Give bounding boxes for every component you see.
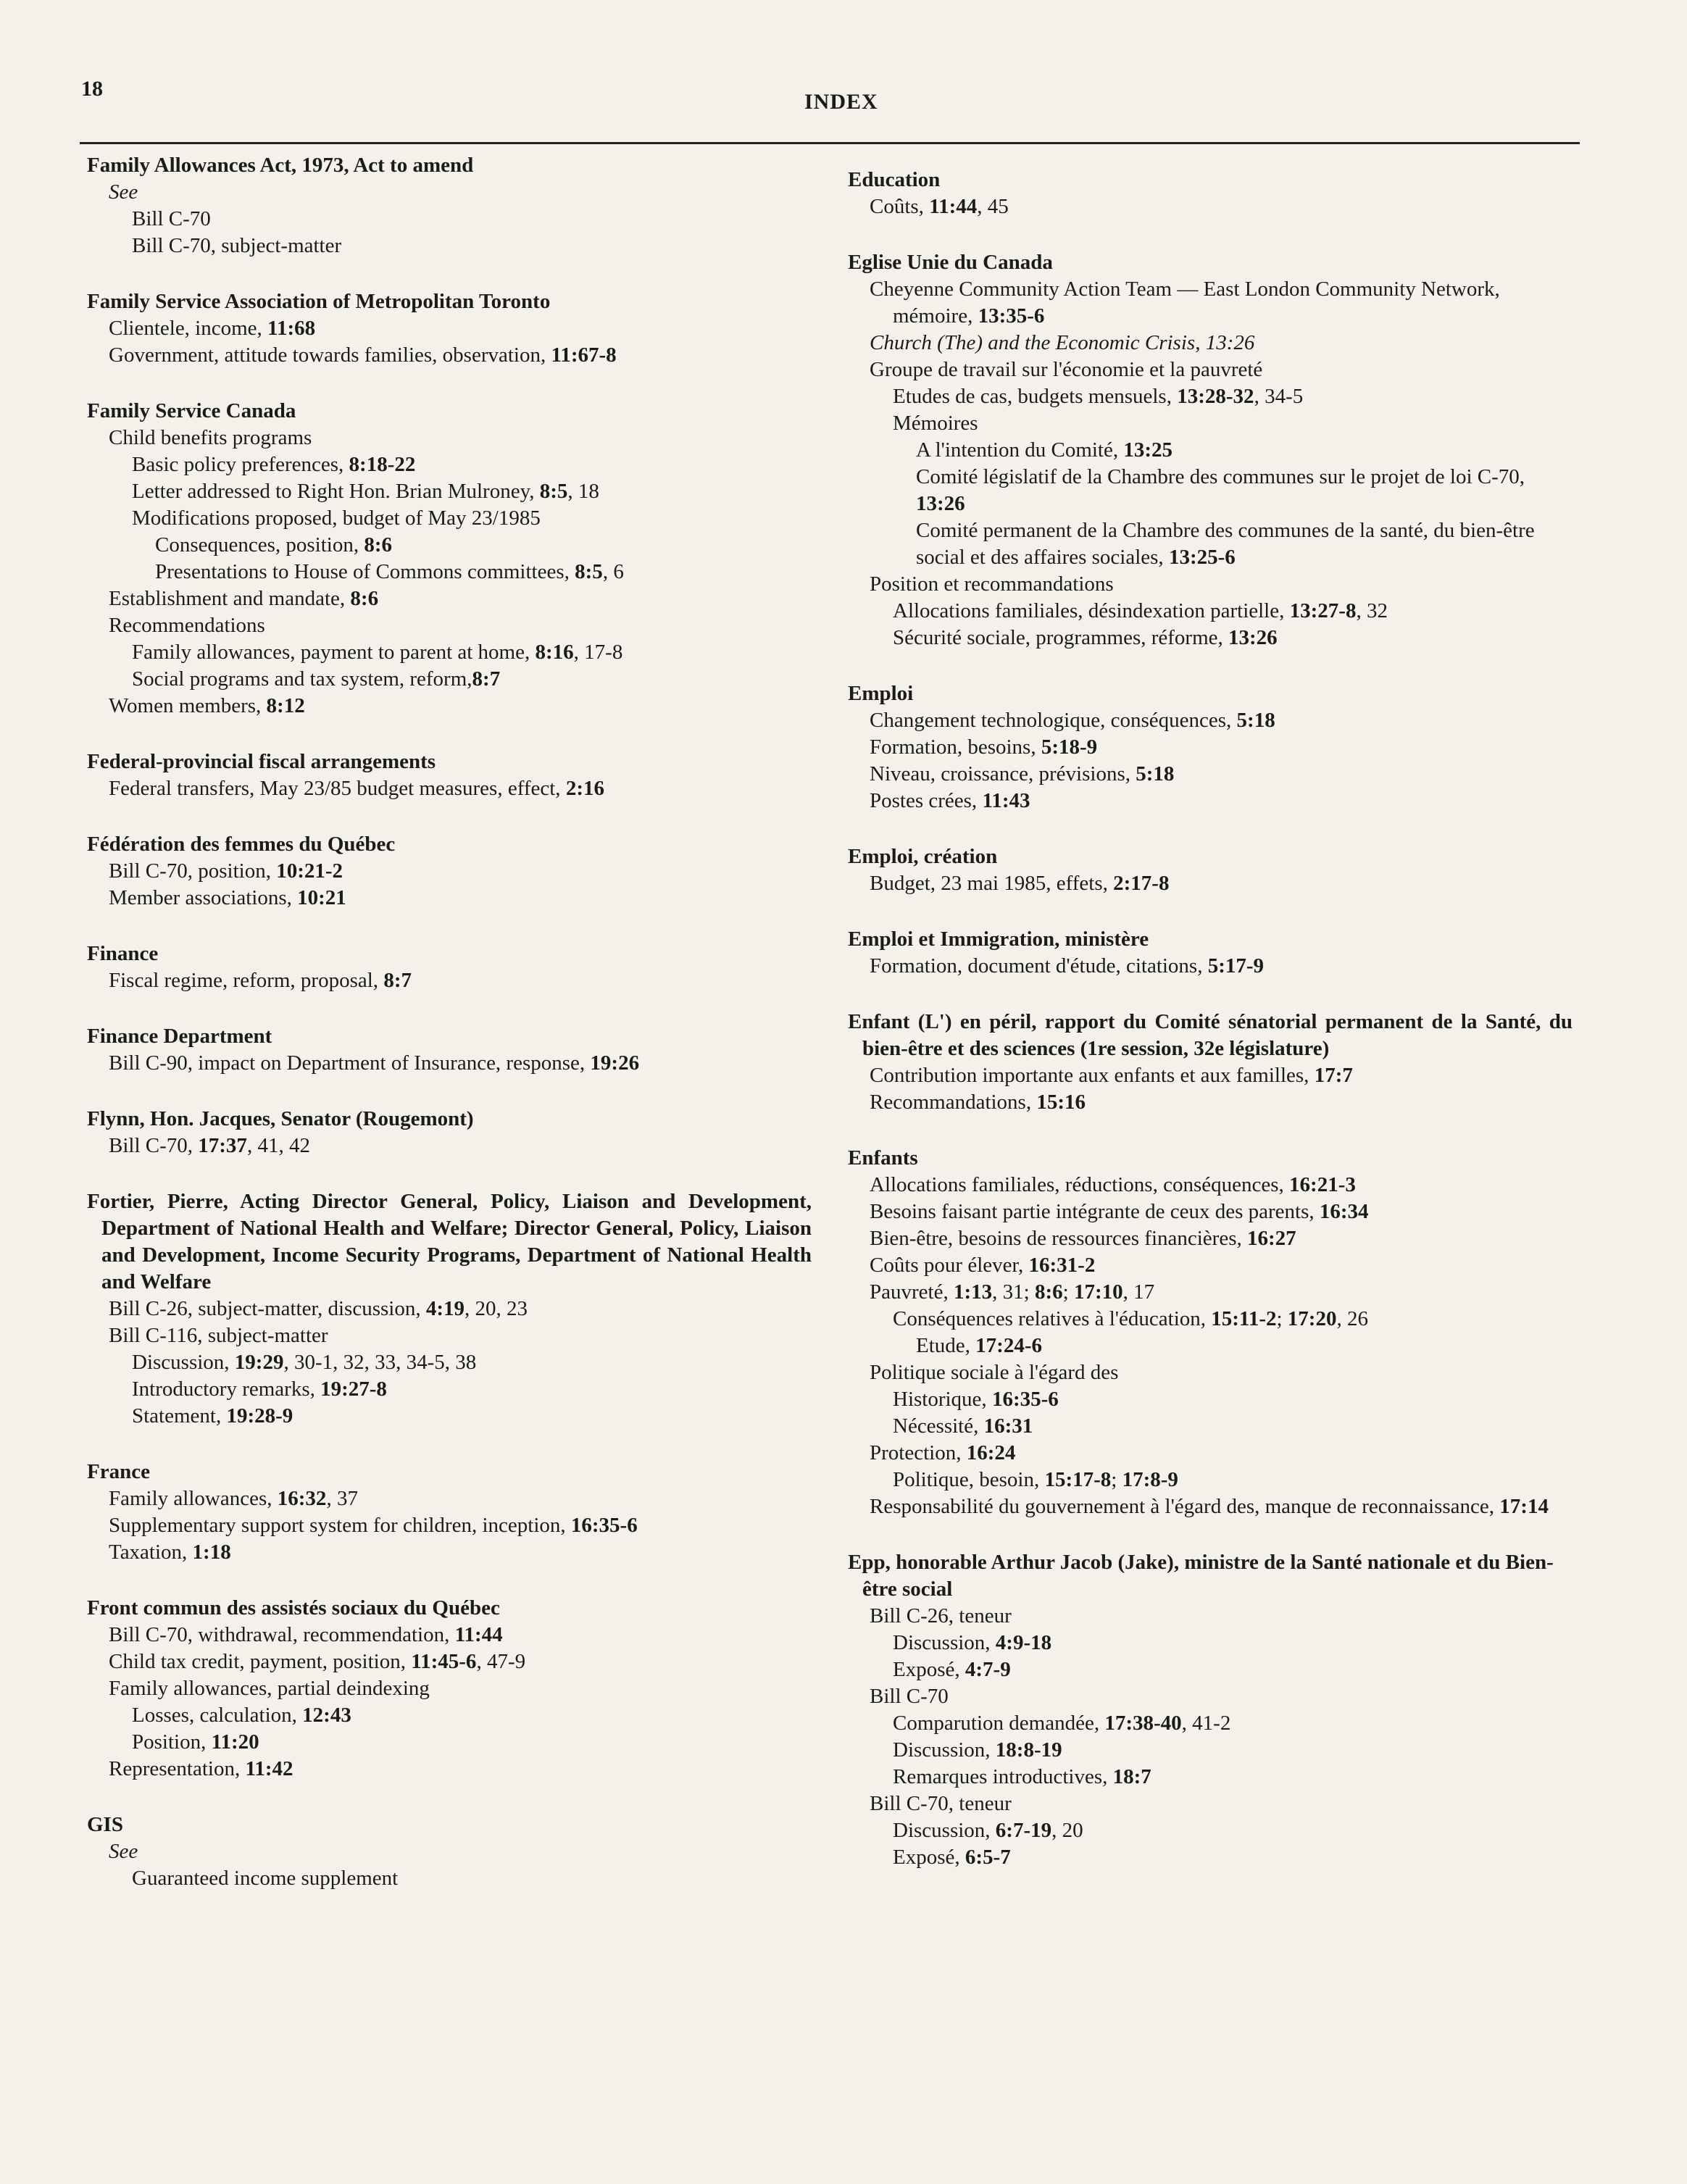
index-subentry: Basic policy preferences, 8:18-22 (132, 453, 416, 476)
index-subentry: Social programs and tax system, reform,8:7 (132, 667, 501, 691)
index-subentry: Formation, document d'étude, citations, 5:17-9 (870, 954, 1265, 978)
index-heading: Fortier, Pierre, Acting Director General, Policy, Liaison and Development, Department of National Health and Welfare; Director General, Policy, Liaison and Development, Income Security Programs, Department of National Health and Welfare (87, 1190, 812, 1293)
index-subentry: Responsabilité du gouvernement à l'égard des, manque de reconnaissance, 17:14 (870, 1495, 1549, 1518)
index-entry (87, 1595, 812, 1783)
index-subentry: Bill C-116, subject-matter (109, 1324, 328, 1347)
index-subentry: Bill C-70, teneur (870, 1792, 1012, 1815)
index-subentry: Statement, 19:28-9 (132, 1404, 293, 1427)
index-entry (87, 831, 812, 912)
index-subentry: Representation, 11:42 (109, 1757, 293, 1780)
index-subentry: Family allowances, partial deindexing (109, 1677, 430, 1700)
index-subentry: Postes crées, 11:43 (870, 789, 1030, 812)
index-subentry: Establishment and mandate, 8:6 (109, 587, 379, 610)
index-entry (848, 843, 1573, 897)
header-rule (80, 142, 1580, 144)
index-entry (848, 1145, 1573, 1520)
index-subentry: Letter addressed to Right Hon. Brian Mulroney, 8:5, 18 (132, 480, 599, 503)
index-subentry: See (109, 1840, 138, 1863)
index-heading: Emploi et Immigration, ministère (848, 928, 1149, 951)
index-entry (87, 1106, 812, 1159)
index-subentry: Family allowances, 16:32, 37 (109, 1487, 358, 1510)
index-heading: Epp, honorable Arthur Jacob (Jake), ministre de la Santé nationale et du Bien-être social (848, 1551, 1554, 1601)
index-subentry: Nécessité, 16:31 (893, 1414, 1033, 1438)
index-heading: Finance (87, 942, 159, 965)
index-entry (848, 1549, 1573, 1871)
index-heading: Fédération des femmes du Québec (87, 833, 396, 856)
index-subentry: Discussion, 6:7-19, 20 (893, 1819, 1083, 1842)
index-heading: Enfant (L') en péril, rapport du Comité sénatorial permanent de la Santé, du bien-être et des sciences (1re session, 32e législature) (848, 1010, 1573, 1060)
index-subentry: Government, attitude towards families, observation, 11:67-8 (109, 343, 617, 367)
index-heading: Federal-provincial fiscal arrangements (87, 750, 436, 773)
index-subentry: Exposé, 4:7-9 (893, 1658, 1011, 1681)
index-subentry: Bill C-26, subject-matter, discussion, 4:19, 20, 23 (109, 1297, 528, 1320)
index-subentry: Bill C-70 (870, 1685, 949, 1708)
index-subentry: Church (The) and the Economic Crisis, 13:26 (870, 331, 1255, 354)
index-subentry: Bill C-70, 17:37, 41, 42 (109, 1134, 310, 1157)
index-subentry: Family allowances, payment to parent at home, 8:16, 17-8 (132, 641, 623, 664)
index-subentry: Women members, 8:12 (109, 694, 305, 717)
index-subentry: Recommendations (109, 614, 265, 637)
index-subentry: Pauvreté, 1:13, 31; 8:6; 17:10, 17 (870, 1280, 1155, 1304)
index-subentry: Recommandations, 15:16 (870, 1091, 1086, 1114)
index-subentry: Consequences, position, 8:6 (155, 533, 393, 557)
index-subentry: Mémoires (893, 412, 978, 435)
index-subentry: Bill C-26, teneur (870, 1604, 1012, 1627)
index-subentry: Bill C-70 (132, 207, 211, 230)
index-heading: Front commun des assistés sociaux du Québec (87, 1596, 500, 1620)
index-subentry: Sécurité sociale, programmes, réforme, 13:26 (893, 626, 1278, 649)
index-subentry: Exposé, 6:5-7 (893, 1846, 1011, 1869)
index-entry (87, 152, 812, 259)
index-subentry: Position et recommandations (870, 572, 1114, 596)
index-subentry: Comparution demandée, 17:38-40, 41-2 (893, 1712, 1231, 1735)
index-subentry: Niveau, croissance, prévisions, 5:18 (870, 762, 1175, 785)
index-entry (848, 926, 1573, 980)
index-subentry: Groupe de travail sur l'économie et la pauvreté (870, 358, 1263, 381)
index-subentry: Member associations, 10:21 (109, 886, 346, 909)
index-subentry: Protection, 16:24 (870, 1441, 1016, 1464)
index-subentry: Introductory remarks, 19:27-8 (132, 1377, 387, 1401)
index-subentry: Child tax credit, payment, position, 11:45-6, 47-9 (109, 1650, 526, 1673)
index-heading: Emploi (848, 682, 914, 705)
index-subentry: Bill C-70, subject-matter (132, 234, 342, 257)
index-heading: Flynn, Hon. Jacques, Senator (Rougemont) (87, 1107, 474, 1130)
index-subentry: Historique, 16:35-6 (893, 1388, 1059, 1411)
index-subentry: Budget, 23 mai 1985, effets, 2:17-8 (870, 872, 1170, 895)
index-subentry: Presentations to House of Commons committees, 8:5, 6 (155, 560, 624, 583)
right-index-column (848, 167, 1573, 1900)
index-entry (848, 167, 1573, 220)
index-entry (848, 249, 1573, 651)
index-entry (87, 288, 812, 369)
index-heading: Eglise Unie du Canada (848, 251, 1053, 274)
index-heading: GIS (87, 1813, 123, 1836)
index-subentry: Allocations familiales, réductions, conséquences, 16:21-3 (870, 1173, 1356, 1196)
index-entry (87, 1023, 812, 1077)
left-index-column (87, 152, 812, 1921)
index-subentry: Position, 11:20 (132, 1730, 259, 1754)
index-subentry: Clientele, income, 11:68 (109, 317, 316, 340)
index-subentry: Guaranteed income supplement (132, 1867, 399, 1890)
index-entry (87, 398, 812, 720)
index-subentry: See (109, 180, 138, 204)
page-number: 18 (81, 77, 103, 101)
index-subentry: Modifications proposed, budget of May 23/1985 (132, 507, 541, 530)
index-subentry: Discussion, 4:9-18 (893, 1631, 1052, 1654)
index-subentry: Cheyenne Community Action Team — East London Community Network, mémoire, 13:35-6 (870, 278, 1500, 328)
index-subentry: Politique, besoin, 15:17-8; 17:8-9 (893, 1468, 1178, 1491)
index-subentry: Etudes de cas, budgets mensuels, 13:28-32, 34-5 (893, 385, 1304, 408)
index-subentry: Remarques introductives, 18:7 (893, 1765, 1151, 1788)
index-subentry: Fiscal regime, reform, proposal, 8:7 (109, 969, 412, 992)
index-subentry: Changement technologique, conséquences, 5:18 (870, 709, 1275, 732)
index-entry (848, 680, 1573, 814)
index-heading: Family Allowances Act, 1973, Act to amend (87, 154, 474, 177)
index-subentry: Federal transfers, May 23/85 budget measures, effect, 2:16 (109, 777, 604, 800)
index-subentry: Bill C-90, impact on Department of Insurance, response, 19:26 (109, 1051, 640, 1075)
index-subentry: Supplementary support system for children, inception, 16:35-6 (109, 1514, 638, 1537)
index-heading: Enfants (848, 1146, 918, 1170)
index-subentry: Taxation, 1:18 (109, 1541, 231, 1564)
index-subentry: Losses, calculation, 12:43 (132, 1704, 351, 1727)
index-heading: Finance Department (87, 1025, 272, 1048)
index-subentry: Etude, 17:24-6 (916, 1334, 1042, 1357)
index-heading: Education (848, 168, 941, 191)
index-entry (87, 1459, 812, 1566)
index-subentry: Discussion, 19:29, 30-1, 32, 33, 34-5, 38 (132, 1351, 477, 1374)
index-subentry: Comité permanent de la Chambre des communes de la santé, du bien-être social et des affaires sociales, 13:25-6 (916, 519, 1535, 569)
index-entry (87, 941, 812, 994)
index-subentry: Bill C-70, position, 10:21-2 (109, 859, 343, 883)
index-heading: Family Service Canada (87, 399, 296, 422)
index-subentry: A l'intention du Comité, 13:25 (916, 438, 1173, 462)
index-entry (87, 749, 812, 802)
index-subentry: Child benefits programs (109, 426, 312, 449)
index-entry (848, 1009, 1573, 1116)
index-subentry: Conséquences relatives à l'éducation, 15:11-2; 17:20, 26 (893, 1307, 1368, 1330)
page-heading: INDEX (804, 90, 878, 114)
index-heading: Family Service Association of Metropolitan Toronto (87, 290, 551, 313)
index-subentry: Bill C-70, withdrawal, recommendation, 11:44 (109, 1623, 503, 1646)
index-subentry: Allocations familiales, désindexation partielle, 13:27-8, 32 (893, 599, 1388, 622)
index-subentry: Bien-être, besoins de ressources financières, 16:27 (870, 1227, 1296, 1250)
index-subentry: Politique sociale à l'égard des (870, 1361, 1119, 1384)
index-subentry: Besoins faisant partie intégrante de ceux des parents, 16:34 (870, 1200, 1369, 1223)
index-subentry: Coûts pour élever, 16:31-2 (870, 1254, 1096, 1277)
index-subentry: Formation, besoins, 5:18-9 (870, 735, 1098, 759)
index-entry (87, 1188, 812, 1430)
index-heading: France (87, 1460, 150, 1483)
index-entry (87, 1812, 812, 1892)
index-subentry: Discussion, 18:8-19 (893, 1738, 1062, 1762)
index-heading: Emploi, création (848, 845, 998, 868)
index-subentry: Comité législatif de la Chambre des communes sur le projet de loi C-70, 13:26 (916, 465, 1525, 515)
index-subentry: Coûts, 11:44, 45 (870, 195, 1009, 218)
index-subentry: Contribution importante aux enfants et aux familles, 17:7 (870, 1064, 1353, 1087)
